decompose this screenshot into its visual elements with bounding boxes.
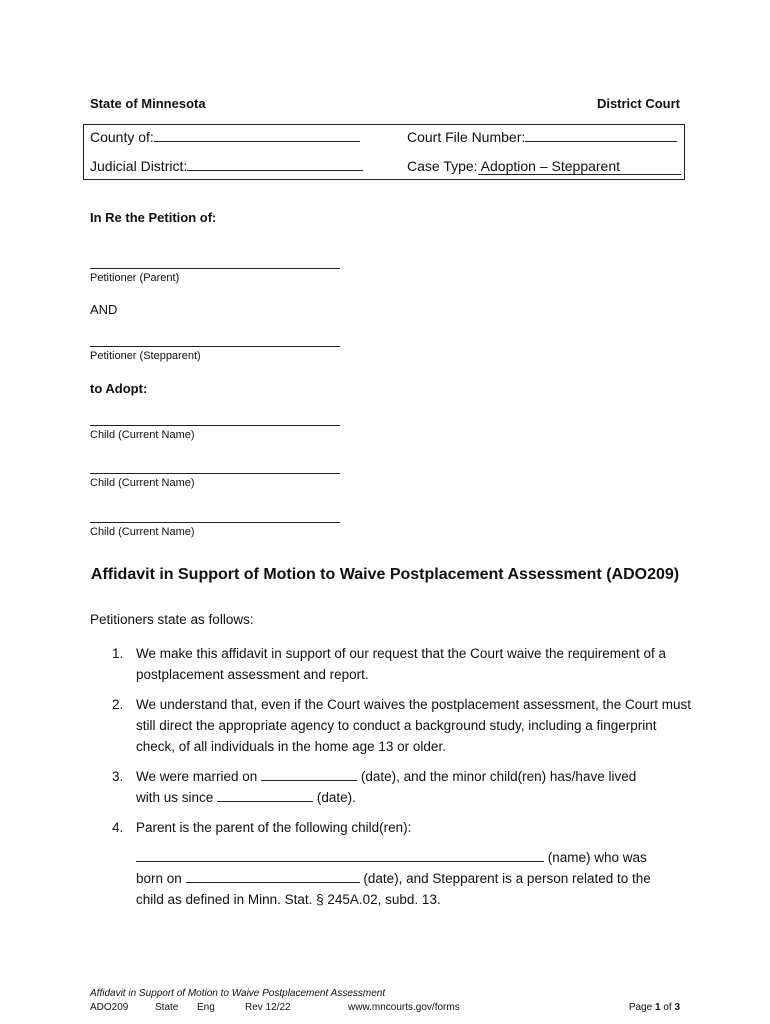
marriage-text: We were married on <box>136 769 258 784</box>
county-blank[interactable] <box>154 141 360 142</box>
lived-text: (date), and the minor child(ren) has/have lived <box>360 769 637 784</box>
footer-lang: Eng <box>197 1002 215 1013</box>
statement-text: Parent is the parent of the following child(ren): <box>136 820 412 835</box>
court-file-label: Court File Number: <box>407 129 526 145</box>
page-total: 3 <box>674 1002 680 1013</box>
district-label: Judicial District: <box>90 158 188 174</box>
statement-number: 1. <box>112 646 124 661</box>
district-field[interactable] <box>90 158 363 174</box>
footer-code: ADO209 <box>90 1002 129 1013</box>
child-name-label-3: Child (Current Name) <box>90 526 195 538</box>
marriage-date-blank[interactable] <box>261 780 357 781</box>
statement-number: 4. <box>112 820 124 835</box>
court-file-field[interactable] <box>407 129 677 145</box>
child-name-blank[interactable] <box>136 861 544 862</box>
county-field[interactable] <box>90 129 360 145</box>
name-suffix-text: (name) who was <box>547 850 647 865</box>
case-type-value: Adoption – Stepparent <box>478 158 681 175</box>
child-name-line-1[interactable] <box>90 425 340 426</box>
page-of: of <box>663 1002 672 1013</box>
child-name-line-2[interactable] <box>90 473 340 474</box>
footer-page-number <box>629 1002 680 1013</box>
intro-text: Petitioners state as follows: <box>90 612 254 627</box>
statement-number: 3. <box>112 769 124 784</box>
child-name-label-2: Child (Current Name) <box>90 477 195 489</box>
petitioner-stepparent-line[interactable] <box>90 346 340 347</box>
footer-rev: Rev 12/22 <box>245 1002 291 1013</box>
petitioner-stepparent-label: Petitioner (Stepparent) <box>90 350 201 362</box>
since-text: with us since <box>136 790 214 805</box>
state-heading: State of Minnesota <box>90 96 206 111</box>
statement-text: We make this affidavit in support of our request that the Court waive the requirement of a postplacement assessment and report. <box>136 646 667 682</box>
petitioner-parent-label: Petitioner (Parent) <box>90 272 180 284</box>
since-date-blank[interactable] <box>217 801 313 802</box>
page-label: Page <box>628 1002 653 1013</box>
and-label: AND <box>90 302 118 317</box>
statement-2 <box>112 694 692 757</box>
statement-text: We understand that, even if the Court waives the postplacement assessment, the Court must still direct the appropriate agency to conduct a background study, including a fingerprint check, of all individuals in the home age 13 or older. <box>136 697 692 754</box>
born-on-text: born on <box>136 871 182 886</box>
petitioner-parent-line[interactable] <box>90 268 340 269</box>
affidavit-title: Affidavit in Support of Motion to Waive Postplacement Assessment (ADO209) <box>90 566 680 583</box>
case-type-label: Case Type: <box>407 158 478 174</box>
county-label: County of: <box>90 129 154 145</box>
footer-state: State <box>155 1002 179 1013</box>
statement-4 <box>112 817 692 910</box>
case-type-field <box>407 158 681 175</box>
caption-box <box>83 124 685 180</box>
since-date-suffix: (date). <box>316 790 356 805</box>
statement-3 <box>112 766 692 808</box>
in-re-heading: In Re the Petition of: <box>90 210 217 225</box>
child-name-label-1: Child (Current Name) <box>90 429 195 441</box>
child-name-line-3[interactable] <box>90 522 340 523</box>
district-blank[interactable] <box>187 170 363 171</box>
statement-number: 2. <box>112 697 124 712</box>
to-adopt-heading: to Adopt: <box>90 381 148 396</box>
court-heading: District Court <box>596 96 680 111</box>
court-file-blank[interactable] <box>525 141 677 142</box>
relation-text: (date), and Stepparent is a person related to the <box>363 871 651 886</box>
child-detail <box>136 847 692 910</box>
footer-url[interactable]: www.mncourts.gov/forms <box>348 1002 460 1013</box>
footer-form-title: Affidavit in Support of Motion to Waive Postplacement Assessment <box>90 988 386 999</box>
birth-date-blank[interactable] <box>186 882 360 883</box>
statute-text: child as defined in Minn. Stat. § 245A.02, subd. 13. <box>136 892 441 907</box>
statements-list <box>112 643 692 919</box>
page-current: 1 <box>654 1002 661 1013</box>
statement-1 <box>112 643 692 685</box>
